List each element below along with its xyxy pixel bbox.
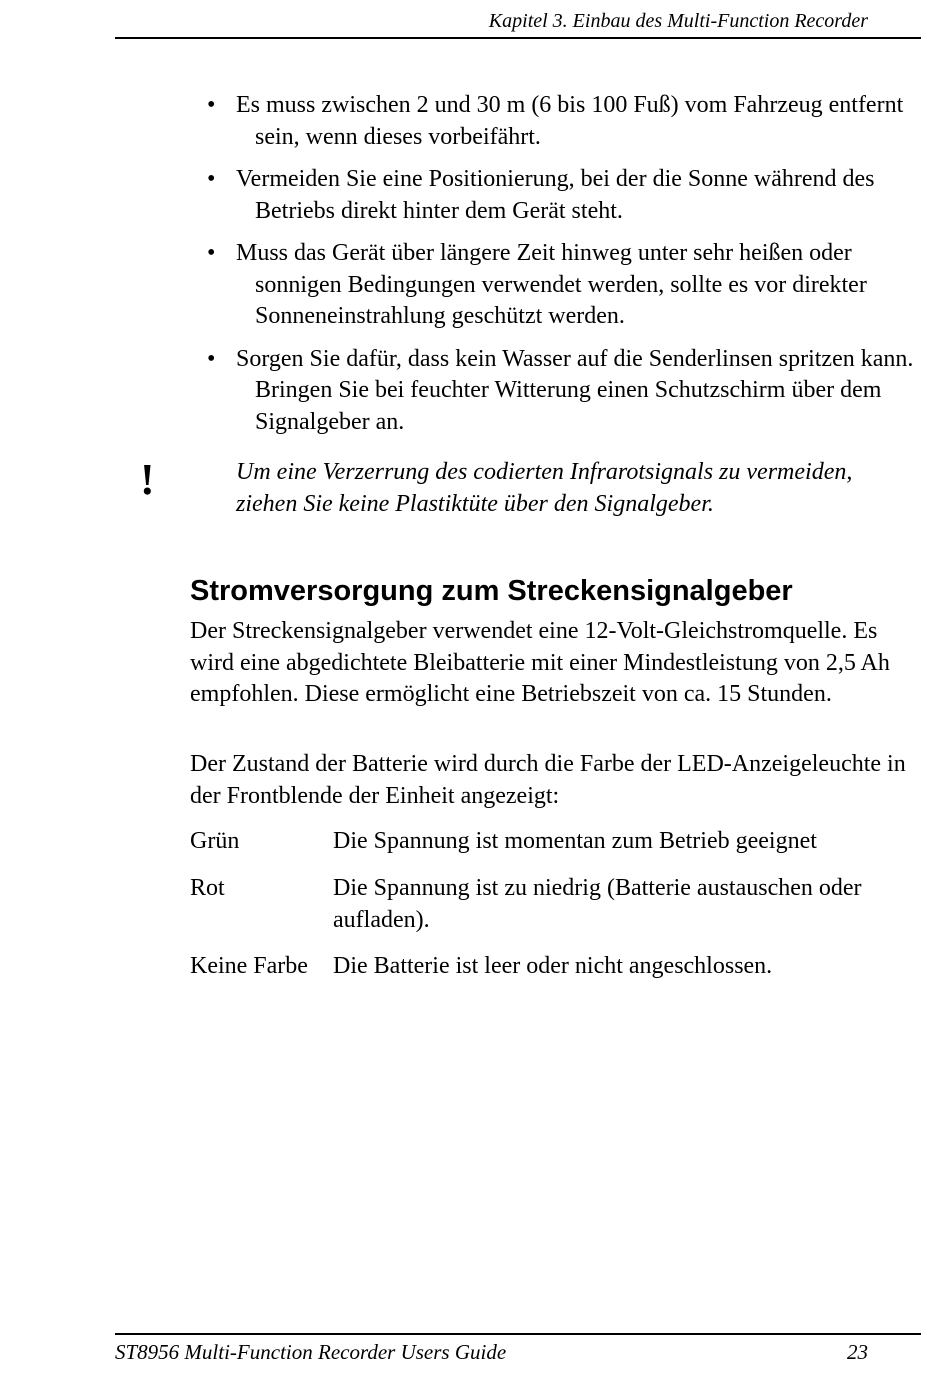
status-term: Keine Farbe bbox=[190, 953, 308, 979]
paragraph-power-supply: Der Streckensignalgeber verwendet eine 12-Volt-Gleichstromquelle. Es wird eine abgedichtete Bleibatterie mit einer Mindestleistung von 2,5 Ah empfohlen. Diese ermöglicht eine Betriebszeit von ca. 15 Stunden. bbox=[190, 618, 890, 707]
status-description: Die Spannung ist zu niedrig (Batterie austauschen oder aufladen). bbox=[333, 875, 862, 933]
status-term: Grün bbox=[190, 828, 240, 854]
status-description: Die Batterie ist leer oder nicht angeschlossen. bbox=[333, 953, 773, 979]
paragraph-battery-status: Der Zustand der Batterie wird durch die Farbe der LED-Anzeigeleuchte in der Frontblende der Einheit angezeigt: bbox=[190, 751, 906, 809]
status-description: Die Spannung ist momentan zum Betrieb geeignet bbox=[333, 828, 817, 854]
bullet-text: Muss das Gerät über längere Zeit hinweg unter sehr heißen oder sonnigen Bedingungen verwendet werden, sollte es vor direkter Sonneneinstrahlung geschützt werden. bbox=[236, 240, 867, 329]
section-heading: Stromversorgung zum Streckensignalgeber bbox=[190, 575, 793, 607]
bullet-symbol: • bbox=[207, 240, 216, 266]
header-title: Kapitel 3. Einbau des Multi-Function Recorder bbox=[488, 10, 868, 32]
bullet-text: Sorgen Sie dafür, dass kein Wasser auf die Senderlinsen spritzen kann. Bringen Sie bei feuchter Witterung einen Schutzschirm über dem Signalgeber an. bbox=[236, 345, 914, 435]
header-rule bbox=[115, 37, 921, 39]
bullet-item bbox=[207, 344, 922, 439]
bullet-item bbox=[207, 90, 922, 153]
bullet-item bbox=[207, 238, 922, 333]
bullet-list bbox=[207, 90, 922, 449]
bullet-symbol: • bbox=[207, 92, 216, 118]
footer-rule bbox=[115, 1333, 921, 1335]
bullet-item bbox=[207, 164, 922, 227]
page-number: 23 bbox=[847, 1340, 868, 1364]
bullet-text: Es muss zwischen 2 und 30 m (6 bis 100 Fuß) vom Fahrzeug entfernt sein, wenn dieses vorbeifährt. bbox=[236, 92, 904, 150]
warning-text: Um eine Verzerrung des codierten Infrarotsignals zu vermeiden, ziehen Sie keine Plastiktüte über den Signalgeber. bbox=[236, 459, 853, 517]
footer-title: ST8956 Multi-Function Recorder Users Guide bbox=[115, 1340, 507, 1364]
bullet-text: Vermeiden Sie eine Positionierung, bei der die Sonne während des Betriebs direkt hinter dem Gerät steht. bbox=[236, 166, 875, 224]
bullet-symbol: • bbox=[207, 345, 216, 372]
status-term: Rot bbox=[190, 875, 225, 901]
warning-icon: ! bbox=[140, 455, 155, 504]
bullet-symbol: • bbox=[207, 166, 216, 192]
